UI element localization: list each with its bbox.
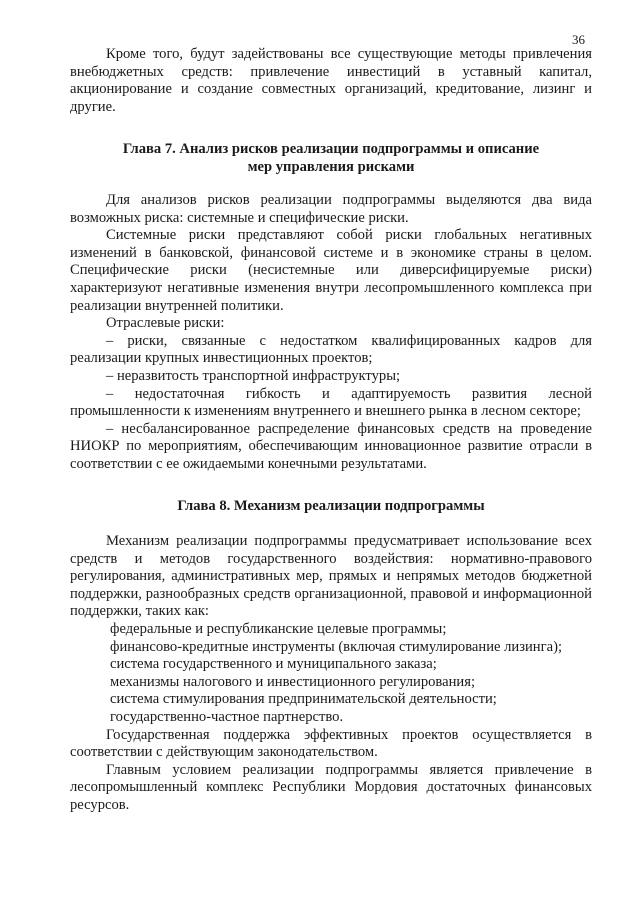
chapter7-title-line1: Глава 7. Анализ рисков реализации подпрограммы и описание: [122, 141, 540, 157]
mechanism-item-1: федеральные и республиканские целевые программы;: [110, 620, 447, 637]
risk-item-2: – неразвитость транспортной инфраструктуры;: [106, 367, 401, 384]
chapter8-body: [70, 533, 592, 815]
chapter7-title-line2: мер управления рисками: [247, 159, 415, 175]
chapter7-paragraph-2: Системные риски представляют собой риски глобальных негативных изменений в банковской, финансовой системе и в экономике страны в целом. Специфические риски (несистемные или диверсифицируемые риски) характеризуют негативные изменения внутри лесопромышленного комплекса при реализации внутренней политики.: [70, 227, 592, 314]
chapter8-heading: [70, 497, 592, 515]
intro-section: [70, 46, 592, 116]
chapter8-paragraph-2: Государственная поддержка эффективных проектов осуществляется в соответствии с действующим законодательством.: [70, 726, 592, 761]
mechanism-item-2: финансово-кредитные инструменты (включая стимулирование лизинга);: [110, 638, 562, 655]
risk-item-4: – несбалансированное распределение финансовых средств на проведение НИОКР по мероприятиям, обеспечивающим инновационное развитие отрасли в соответствии с ее ожидаемыми конечными результатами.: [70, 420, 592, 472]
chapter8-title: Глава 8. Механизм реализации подпрограммы: [177, 498, 485, 514]
mechanism-item-5: система стимулирования предпринимательской деятельности;: [110, 691, 497, 708]
mechanism-item-4: механизмы налогового и инвестиционного регулирования;: [110, 673, 475, 690]
mechanism-item-3: система государственного и муниципального заказа;: [110, 656, 437, 673]
chapter7-heading: [70, 140, 592, 176]
risk-item-3: – недостаточная гибкость и адаптируемость развития лесной промышленности к изменениям внутреннего и внешнего рынка в лесном секторе;: [70, 385, 592, 420]
mechanism-item-6: государственно-частное партнерство.: [110, 708, 344, 725]
chapter8-paragraph-1: Механизм реализации подпрограммы предусматривает использование всех средств и методов государственного воздействия: нормативно-правового регулирования, административных мер, прямых и непрямых методов бюджетной поддержки, разнообразных средств организационной, правовой и информационной поддержки, таких как:: [70, 533, 592, 620]
chapter7-paragraph-3: Отраслевые риски:: [106, 315, 225, 332]
chapter7-paragraph-1: Для анализов рисков реализации подпрограммы выделяются два вида возможных риска: системные и специфические риски.: [70, 192, 592, 226]
page-number: 36: [572, 32, 585, 47]
risk-item-1: – риски, связанные с недостатком квалифицированных кадров для реализации крупных инвестиционных проектов;: [70, 332, 592, 367]
chapter8-paragraph-3: Главным условием реализации подпрограммы является привлечение в лесопромышленный комплекс Республики Мордовия достаточных финансовых ресурсов.: [70, 761, 592, 813]
intro-paragraph: Кроме того, будут задействованы все существующие методы привлечения внебюджетных средств: привлечение инвестиций в уставный капитал, акционирование и создание совместных организаций, кредитование, лизинг и другие.: [70, 46, 592, 115]
chapter7-body: [70, 192, 592, 474]
